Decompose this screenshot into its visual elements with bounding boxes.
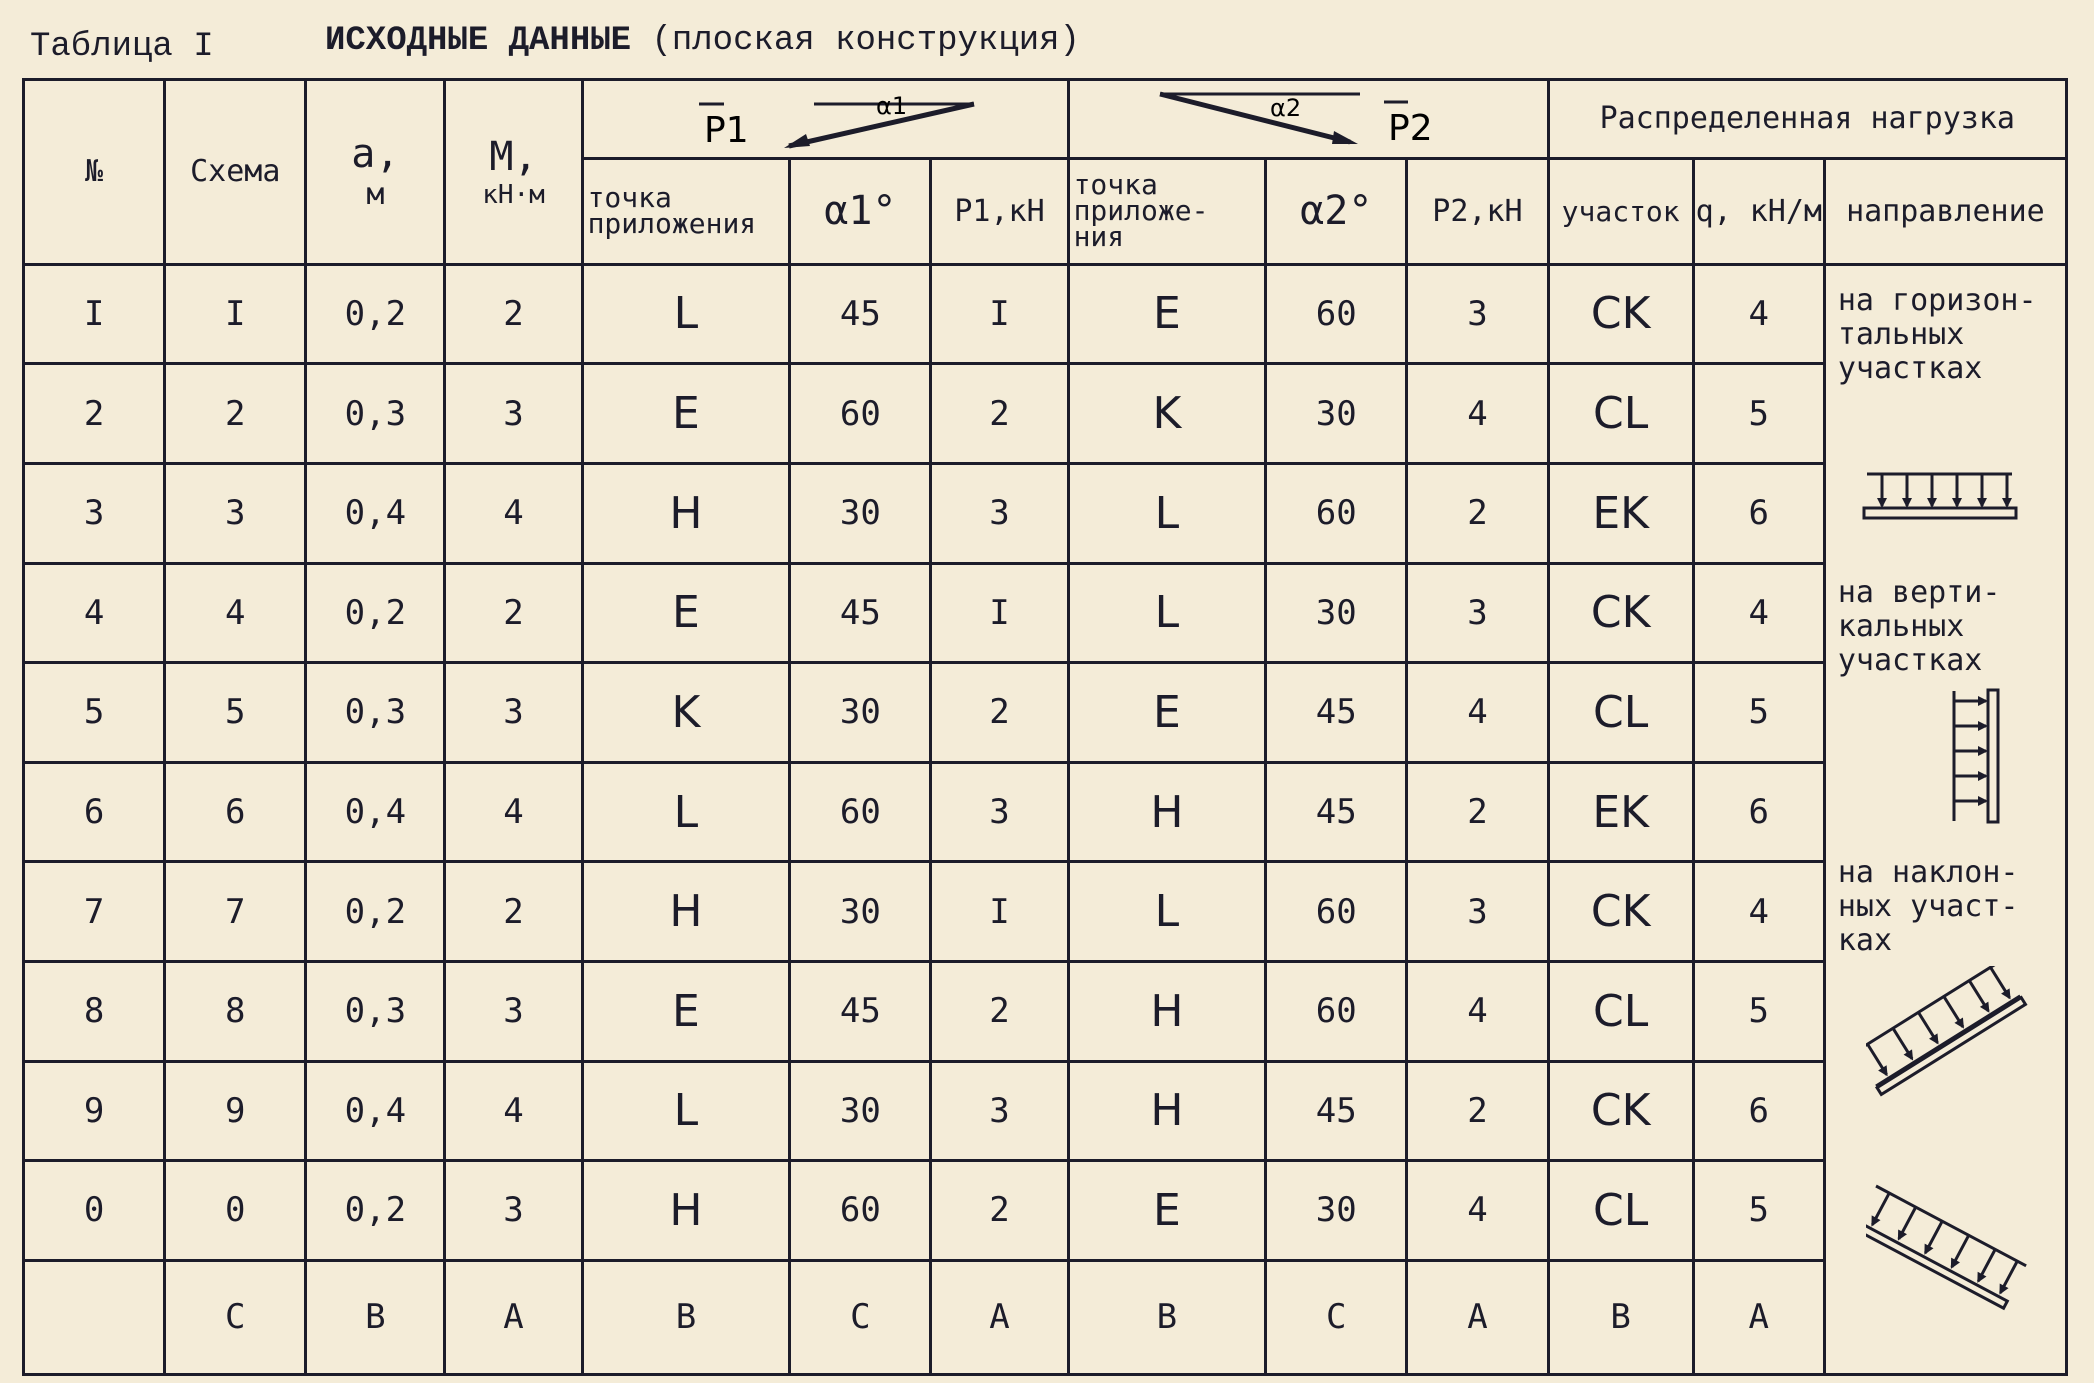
cell-M: 4	[445, 463, 582, 563]
cell-q: 4	[1693, 862, 1824, 962]
table-row	[24, 264, 2067, 364]
dir-vertical-label	[1838, 576, 2001, 678]
cell-p2: 3	[1407, 862, 1548, 962]
cell-a: 0,2	[306, 1161, 445, 1261]
cell-scheme: 4	[165, 563, 306, 663]
cell-p2: 2	[1407, 762, 1548, 862]
header-point2-line2: приложе-	[1073, 194, 1209, 228]
cell-alpha1: 30	[790, 663, 931, 763]
header-num: №	[24, 80, 165, 265]
cell-p1: 2	[931, 663, 1068, 763]
cell-pt1: H	[582, 862, 790, 962]
footer-section: B	[1548, 1260, 1693, 1374]
cell-a: 0,4	[306, 1061, 445, 1161]
dir-inclined-line2: ных участ-	[1837, 888, 2019, 924]
cell-alpha2: 30	[1266, 364, 1407, 464]
cell-p1: I	[931, 563, 1068, 663]
cell-p2: 2	[1407, 463, 1548, 563]
footer-pt2: B	[1068, 1260, 1266, 1374]
title-sub: (плоская конструкция)	[651, 22, 1080, 60]
cell-section: CL	[1548, 364, 1693, 464]
cell-scheme: 3	[165, 463, 306, 563]
cell-scheme: I	[165, 264, 306, 364]
horizontal-load-sketch	[1862, 466, 2022, 536]
cell-alpha2: 45	[1266, 762, 1407, 862]
table-row	[24, 563, 2067, 663]
cell-a: 0,2	[306, 264, 445, 364]
cell-scheme: 0	[165, 1161, 306, 1261]
dir-inclined-line3: ках	[1837, 922, 1893, 958]
cell-q: 4	[1693, 563, 1824, 663]
cell-pt2: H	[1068, 762, 1266, 862]
header-a-symbol: a,	[351, 131, 400, 178]
cell-a: 0,4	[306, 762, 445, 862]
cell-p2: 3	[1407, 264, 1548, 364]
source-data-table	[22, 78, 2068, 1376]
table-row	[24, 1061, 2067, 1161]
cell-M: 3	[445, 961, 582, 1061]
cell-q: 5	[1693, 1161, 1824, 1261]
cell-p2: 2	[1407, 1061, 1548, 1161]
cell-num: 5	[24, 663, 165, 763]
dir-inclined-label	[1838, 856, 2019, 958]
cell-M: 2	[445, 563, 582, 663]
cell-scheme: 5	[165, 663, 306, 763]
header-point2-line3: ния	[1073, 220, 1125, 254]
table-caption: Таблица I	[30, 28, 214, 66]
dir-inclined-line1: на наклон-	[1837, 854, 2019, 890]
cell-M: 4	[445, 762, 582, 862]
footer-p1: A	[931, 1260, 1068, 1374]
footer-pt1: B	[582, 1260, 790, 1374]
header-scheme: Схема	[165, 80, 306, 265]
cell-alpha2: 60	[1266, 264, 1407, 364]
cell-pt2: H	[1068, 961, 1266, 1061]
cell-section: CL	[1548, 961, 1693, 1061]
footer-p2: A	[1407, 1260, 1548, 1374]
table-row	[24, 463, 2067, 563]
cell-a: 0,2	[306, 862, 445, 962]
cell-p2: 4	[1407, 663, 1548, 763]
header-M-unit: кН·м	[482, 179, 545, 210]
header-M-symbol: M,	[489, 133, 538, 180]
p2-force-arrow	[1160, 94, 1350, 142]
cell-pt2: E	[1068, 663, 1266, 763]
cell-alpha2: 30	[1266, 563, 1407, 663]
cell-M: 3	[445, 663, 582, 763]
cell-alpha2: 60	[1266, 862, 1407, 962]
cell-pt2: L	[1068, 862, 1266, 962]
cell-q: 5	[1693, 961, 1824, 1061]
cell-a: 0,3	[306, 364, 445, 464]
dir-horizontal-line1: на горизон-	[1837, 282, 2037, 318]
cell-pt2: E	[1068, 1161, 1266, 1261]
cell-q: 4	[1693, 264, 1824, 364]
header-alpha2: α2°	[1266, 158, 1407, 264]
footer-scheme: C	[165, 1260, 306, 1374]
vertical-load-sketch	[1944, 686, 2014, 826]
footer-row	[24, 1260, 2067, 1374]
cell-num: 3	[24, 463, 165, 563]
cell-section: EK	[1548, 762, 1693, 862]
cell-num: I	[24, 264, 165, 364]
cell-pt2: L	[1068, 563, 1266, 663]
cell-p1: I	[931, 862, 1068, 962]
dir-horizontal-line2: тальных	[1837, 316, 1965, 352]
header-a-unit: м	[366, 177, 385, 213]
cell-num: 9	[24, 1061, 165, 1161]
cell-alpha1: 30	[790, 1061, 931, 1161]
footer-alpha2: C	[1266, 1260, 1407, 1374]
cell-num: 7	[24, 862, 165, 962]
cell-alpha1: 60	[790, 364, 931, 464]
cell-pt1: L	[582, 1061, 790, 1161]
footer-empty-cell	[24, 1260, 165, 1374]
cell-num: 0	[24, 1161, 165, 1261]
header-p1: P1,кН	[931, 158, 1068, 264]
cell-p2: 4	[1407, 1161, 1548, 1261]
cell-p2: 3	[1407, 563, 1548, 663]
cell-pt1: E	[582, 563, 790, 663]
cell-q: 6	[1693, 1061, 1824, 1161]
cell-a: 0,3	[306, 961, 445, 1061]
cell-alpha2: 45	[1266, 663, 1407, 763]
cell-p2: 4	[1407, 364, 1548, 464]
cell-scheme: 9	[165, 1061, 306, 1161]
cell-p1: 2	[931, 364, 1068, 464]
header-distributed-load: Распределенная нагрузка	[1548, 80, 2066, 159]
footer-q: A	[1693, 1260, 1824, 1374]
cell-alpha1: 45	[790, 563, 931, 663]
load-direction-column	[1824, 264, 2066, 1374]
inclined-load-sketch-2	[1866, 1166, 2056, 1316]
p2-symbol: P2	[1387, 107, 1433, 149]
cell-section: CL	[1548, 1161, 1693, 1261]
header-p2: P2,кН	[1407, 158, 1548, 264]
header-row-1	[24, 80, 2067, 159]
header-alpha1: α1°	[790, 158, 931, 264]
dir-horizontal-label	[1838, 284, 2037, 386]
cell-alpha2: 45	[1266, 1061, 1407, 1161]
header-a	[306, 80, 445, 265]
table-row	[24, 663, 2067, 763]
cell-section: CL	[1548, 663, 1693, 763]
cell-pt1: E	[582, 961, 790, 1061]
cell-p1: I	[931, 264, 1068, 364]
cell-pt1: L	[582, 762, 790, 862]
dir-vertical-line3: участках	[1837, 642, 1983, 678]
cell-alpha1: 30	[790, 463, 931, 563]
table-row	[24, 762, 2067, 862]
cell-M: 4	[445, 1061, 582, 1161]
cell-q: 5	[1693, 364, 1824, 464]
table-title	[325, 22, 1080, 60]
header-q: q, кН/м	[1693, 158, 1824, 264]
header-p2-group	[1068, 80, 1548, 159]
inclined-load-sketch-1	[1866, 966, 2056, 1116]
cell-scheme: 8	[165, 961, 306, 1061]
cell-alpha1: 60	[790, 1161, 931, 1261]
cell-section: CK	[1548, 264, 1693, 364]
dir-vertical-line1: на верти-	[1837, 574, 2001, 610]
footer-alpha1: C	[790, 1260, 931, 1374]
cell-num: 2	[24, 364, 165, 464]
cell-scheme: 2	[165, 364, 306, 464]
cell-section: CK	[1548, 563, 1693, 663]
cell-num: 4	[24, 563, 165, 663]
cell-alpha2: 60	[1266, 961, 1407, 1061]
title-main: ИСХОДНЫЕ ДАННЫЕ	[325, 22, 632, 60]
cell-M: 2	[445, 862, 582, 962]
cell-M: 2	[445, 264, 582, 364]
cell-pt2: E	[1068, 264, 1266, 364]
cell-alpha2: 30	[1266, 1161, 1407, 1261]
cell-q: 6	[1693, 463, 1824, 563]
p1-symbol: P1	[703, 109, 749, 151]
header-point1: точка приложения	[582, 158, 790, 264]
header-point2-line1: точка	[1073, 168, 1158, 202]
cell-p1: 2	[931, 961, 1068, 1061]
cell-p1: 3	[931, 762, 1068, 862]
cell-pt1: K	[582, 663, 790, 763]
header-p1-group	[582, 80, 1068, 159]
header-section: участок	[1548, 158, 1693, 264]
cell-M: 3	[445, 1161, 582, 1261]
cell-section: EK	[1548, 463, 1693, 563]
cell-pt1: H	[582, 463, 790, 563]
cell-alpha1: 60	[790, 762, 931, 862]
dir-vertical-line2: кальных	[1837, 608, 1965, 644]
cell-p1: 3	[931, 1061, 1068, 1161]
cell-pt2: K	[1068, 364, 1266, 464]
header-direction: направление	[1824, 158, 2066, 264]
cell-scheme: 6	[165, 762, 306, 862]
cell-q: 6	[1693, 762, 1824, 862]
p2-angle-label: α2	[1269, 93, 1301, 122]
cell-pt1: L	[582, 264, 790, 364]
header-M	[445, 80, 582, 265]
cell-num: 6	[24, 762, 165, 862]
cell-a: 0,2	[306, 563, 445, 663]
table-row	[24, 862, 2067, 962]
p1-angle-label: α1	[875, 91, 907, 120]
cell-M: 3	[445, 364, 582, 464]
cell-alpha1: 45	[790, 264, 931, 364]
cell-p1: 2	[931, 1161, 1068, 1261]
cell-num: 8	[24, 961, 165, 1061]
cell-p1: 3	[931, 463, 1068, 563]
cell-pt1: E	[582, 364, 790, 464]
footer-M: A	[445, 1260, 582, 1374]
p2-force-diagram	[1070, 84, 1546, 154]
cell-a: 0,3	[306, 663, 445, 763]
cell-alpha1: 30	[790, 862, 931, 962]
cell-scheme: 7	[165, 862, 306, 962]
dir-horizontal-line3: участках	[1837, 350, 1983, 386]
cell-pt2: H	[1068, 1061, 1266, 1161]
cell-alpha2: 60	[1266, 463, 1407, 563]
table-row	[24, 961, 2067, 1061]
cell-a: 0,4	[306, 463, 445, 563]
cell-section: CK	[1548, 1061, 1693, 1161]
footer-a: B	[306, 1260, 445, 1374]
cell-pt1: H	[582, 1161, 790, 1261]
cell-section: CK	[1548, 862, 1693, 962]
table-row	[24, 1161, 2067, 1261]
table-row	[24, 364, 2067, 464]
header-point2	[1068, 158, 1266, 264]
cell-alpha1: 45	[790, 961, 931, 1061]
cell-p2: 4	[1407, 961, 1548, 1061]
p1-force-diagram	[584, 84, 1064, 154]
cell-q: 5	[1693, 663, 1824, 763]
cell-pt2: L	[1068, 463, 1266, 563]
